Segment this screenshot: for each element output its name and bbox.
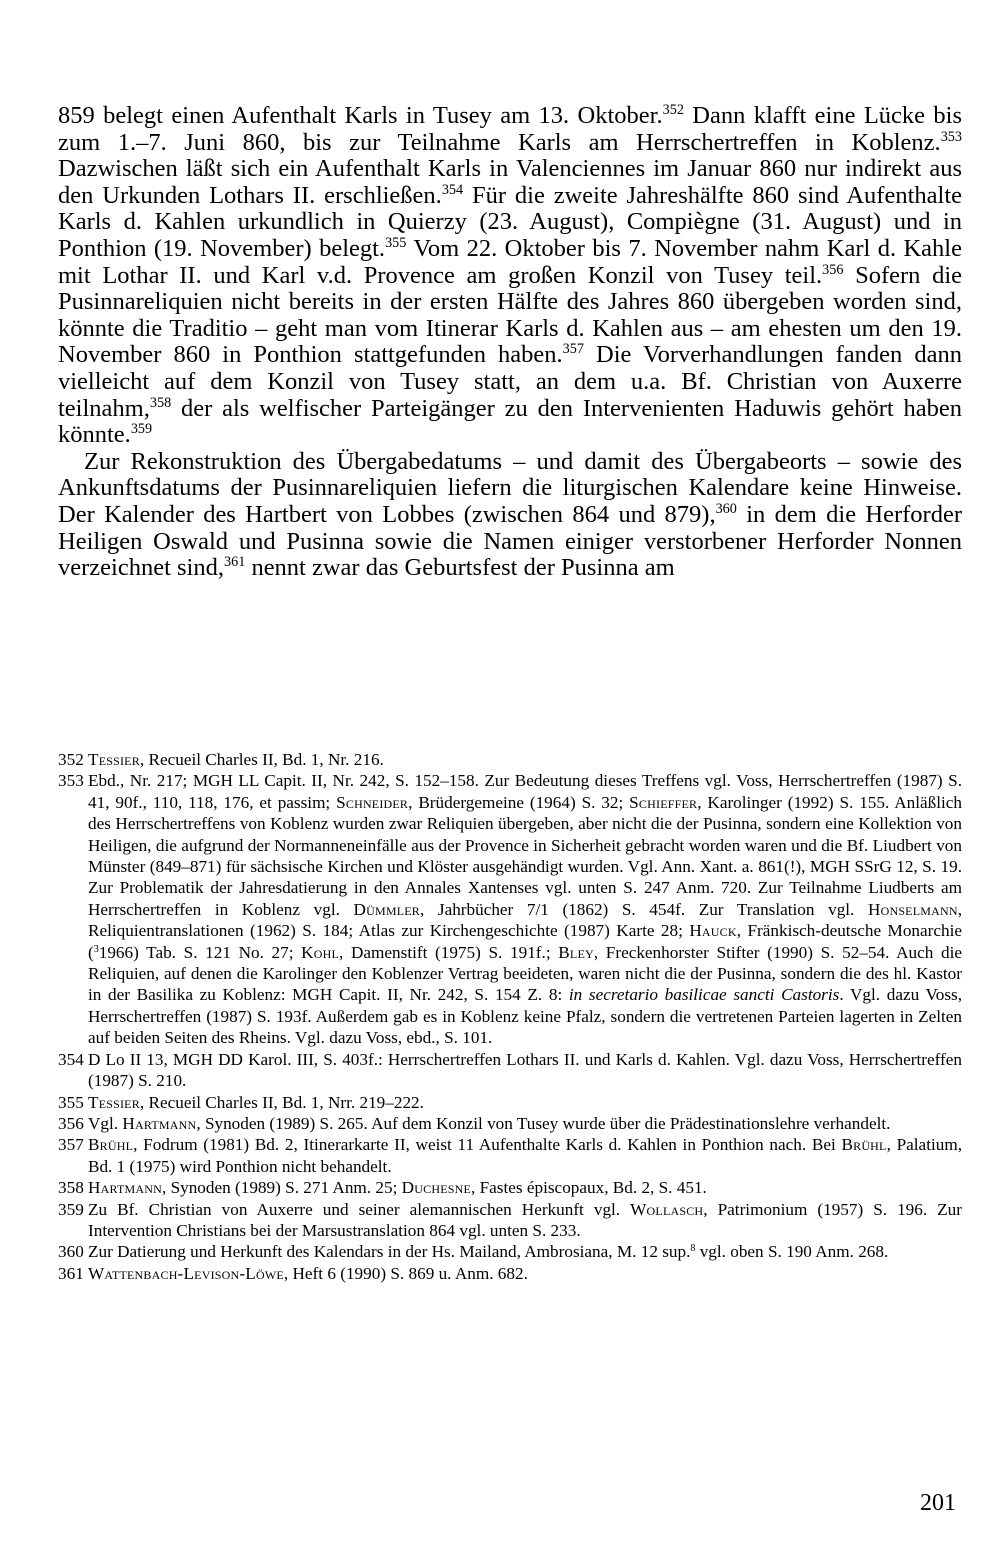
text-run: , Damenstift (1975) S. 191f.;: [339, 942, 559, 962]
author-name: Dümmler: [353, 899, 420, 919]
text-run: Für die zweite Jahreshälfte 860 sind Aufenthalte Karls d. Kahlen urkundlich in Quierzy (23. August), Compiègne (31. August) und in Ponthion (19. November) belegt.: [58, 181, 963, 262]
footnote-marker: 8: [690, 1243, 696, 1255]
footnote-text: [88, 1263, 962, 1284]
body-paragraph: [58, 449, 962, 582]
author-name: Honselmann: [867, 899, 958, 919]
author-name: Duchesne: [401, 1178, 472, 1198]
footnotes: [58, 749, 962, 1284]
footnote-marker: 358: [149, 394, 172, 411]
footnote-text: [88, 1113, 962, 1134]
page-number: 201: [920, 1490, 956, 1516]
footnote-number: 354: [58, 1049, 84, 1069]
footnote-marker: 360: [715, 501, 737, 518]
text-run: , Recueil Charles II, Bd. 1, Nr. 216.: [139, 750, 384, 769]
footnote: [58, 749, 962, 770]
footnote: [58, 1241, 962, 1262]
footnote-number: 359: [58, 1199, 84, 1219]
text-run: Dann klafft eine Lücke bis zum 1.–7. Juni 860, bis zur Teilnahme Karls am Herrschertreffen in Koblenz.: [58, 102, 962, 156]
footnote: [58, 770, 962, 1048]
footnote-marker: 359: [130, 421, 153, 438]
text-run: Vom 22. Oktober bis 7. November nahm Karl d. Kahle mit Lothar II. und Karl v.d. Provence am großen Konzil von Tusey teil.: [58, 234, 962, 289]
footnote: [58, 1263, 962, 1284]
text-run: , Patrimonium (1957) S. 196. Zur Intervention Christians bei der Marsustranslation 864 vgl. unten S. 233.: [88, 1199, 962, 1240]
text-run: nennt zwar das Geburtsfest der Pusinna am: [245, 554, 675, 582]
author-name: Tessier: [88, 750, 140, 769]
text-run: 1966) Tab. S. 121 No. 27;: [98, 942, 302, 962]
text-run: , Fodrum (1981) Bd. 2, Itinerarkarte II, weist 11 Aufenthalte Karls d. Kahlen in Ponthion nach. Bei: [133, 1135, 842, 1155]
author-name: Hartmann: [88, 1178, 162, 1198]
author-name: Wattenbach-Levison-Löwe: [88, 1263, 284, 1283]
footnote: [58, 1199, 962, 1242]
footnote-marker: 3: [93, 943, 99, 955]
text-run: , Karolinger (1992) S. 155. Anläßlich des Herrschertreffens von Koblenz wurden zwar Reliquien übergeben, aber nicht die der Pusinna, sondern eine Kollektion von Heiligen, die aufgrund der Normanneneinfälle aus der Provence in Sicherheit gebracht worden waren und die Bf. Liudbert von Münster (849–871) für sächsische Kirchen und Klöster ausgehändigt wurden. Vgl. Ann. Xant. a. 861(!), MGH SSrG 12, S. 19. Zur Problematik der Jahresdatierung in den Annales Xantenses vgl. unten S. 247 Anm. 720. Zur Teilnahme Liudberts am Herrschertreffen in Koblenz vgl.: [88, 792, 962, 919]
text-run: , Brüdergemeine (1964) S. 32;: [408, 792, 630, 812]
text-run: 859 belegt einen Aufenthalt Karls in Tusey am 13. Oktober.: [58, 102, 663, 129]
author-name: Schieffer: [629, 792, 698, 812]
footnote-number: 352: [58, 750, 84, 769]
footnote: [58, 1049, 962, 1092]
italic-quote: in secretario basilicae sancti Castoris: [568, 985, 840, 1005]
footnote-text: [88, 749, 962, 770]
text-run: Vgl.: [88, 1113, 123, 1133]
text-run: , Fränkisch-deutsche Monarchie (: [88, 921, 962, 962]
text-run: , Recueil Charles II, Bd. 1, Nrr. 219–222.: [139, 1092, 424, 1112]
author-name: Bley: [558, 942, 594, 962]
footnote-number: 355: [58, 1092, 84, 1112]
footnote: [58, 1134, 962, 1177]
footnote-number: 357: [58, 1135, 84, 1155]
footnote-marker: 356: [822, 261, 844, 278]
footnote-text: [88, 1241, 962, 1262]
text-run: , Freckenhorster Stifter (1990) S. 52–54. Auch die Reliquien, auf denen die Karolinger den Koblenzer Vertrag beeideten, waren nicht die der Pusinna, sondern die des hl. Kastor in der Basilika zu Koblenz: MGH Capit. II, Nr. 242, S. 154 Z. 8:: [88, 942, 962, 1005]
text-run: Ebd., Nr. 217; MGH LL Capit. II, Nr. 242, S. 152–158. Zur Bedeutung dieses Treffens vgl. Voss, Herrschertreffen (1987) S. 41, 90f., 110, 118, 176, et passim;: [88, 771, 962, 812]
text-run: , Synoden (1989) S. 271 Anm. 25;: [161, 1178, 402, 1198]
footnote-text: [88, 1092, 962, 1113]
footnote-number: 353: [58, 771, 84, 791]
footnote-text: [88, 1049, 962, 1092]
text-run: Die Vorverhandlungen fanden dann vielleicht auf dem Konzil von Tusey statt, an dem u.a. Bf. Christian von Auxerre teilnahm,: [58, 341, 962, 422]
footnote-marker: 355: [385, 235, 407, 252]
text-run: Zu Bf. Christian von Auxerre und seiner alemannischen Herkunft vgl.: [88, 1199, 631, 1219]
text-run: in dem die Herforder Heiligen Oswald und Pusinna sowie die Namen einiger verstorbener Herforder Nonnen verzeichnet sind,: [58, 500, 962, 582]
footnote: [58, 1113, 962, 1134]
text-run: , Synoden (1989) S. 265. Auf dem Konzil von Tusey wurde über die Prädestinationslehre verhandelt.: [196, 1113, 891, 1133]
author-name: Brühl: [841, 1135, 887, 1155]
footnote-marker: 352: [662, 102, 684, 119]
author-name: Wollasch: [630, 1199, 704, 1219]
author-name: Hauck: [689, 921, 737, 941]
author-name: Schneider: [336, 792, 409, 812]
text-run: , Palatium, Bd. 1 (1975) wird Ponthion nicht behandelt.: [88, 1135, 962, 1176]
main-text: [58, 103, 962, 582]
footnote-number: 361: [58, 1263, 84, 1283]
text-run: vgl. oben S. 190 Anm. 268.: [695, 1242, 889, 1262]
author-name: Hartmann: [122, 1113, 197, 1133]
footnote-text: [88, 1199, 962, 1242]
footnote: [58, 1177, 962, 1198]
footnote-text: [88, 1134, 962, 1177]
text-run: der als welfischer Parteigänger zu den Intervenienten Haduwis gehört haben könnte.: [58, 394, 962, 449]
text-run: Zur Datierung und Herkunft des Kalendars in der Hs. Mailand, Ambrosiana, M. 12 sup.: [88, 1242, 691, 1262]
footnote-number: 358: [58, 1178, 84, 1198]
text-run: D Lo II 13, MGH DD Karol. III, S. 403f.: Herrschertreffen Lothars II. und Karls d. Kahlen. Vgl. dazu Voss, Herrschertreffen (1987) S. 210.: [88, 1049, 962, 1091]
author-name: Brühl: [88, 1135, 134, 1155]
text-run: Dazwischen läßt sich ein Aufenthalt Karls in Valenciennes im Januar 860 nur indirekt aus den Urkunden Lothars II. erschließen.: [58, 155, 962, 209]
footnote-number: 360: [58, 1242, 84, 1262]
text-run: , Jahrbücher 7/1 (1862) S. 454f. Zur Translation vgl.: [419, 899, 868, 919]
text-run: . Vgl. dazu Voss, Herrschertreffen (1987) S. 193f. Außerdem gab es in Koblenz keine Pfalz, sondern die vertretenen Parteien lagerten in Zelten auf beiden Seiten des Rheins. Vgl. dazu Voss, ebd., S. 101.: [88, 985, 962, 1048]
footnote-marker: 357: [562, 341, 584, 358]
footnote-marker: 353: [940, 128, 962, 145]
text-run: Zur Rekonstruktion des Übergabedatums – und damit des Übergabeorts – sowie des Ankunftsdatums der Pusinnareliquien liefern die liturgischen Kalendare keine Hinweise. Der Kalender des Hartbert von Lobbes (zwischen 864 und 879),: [58, 447, 962, 528]
footnote-marker: 361: [224, 554, 246, 571]
text-run: , Heft 6 (1990) S. 869 u. Anm. 682.: [283, 1263, 528, 1283]
body-paragraph: [58, 103, 962, 449]
text-run: , Reliquientranslationen (1962) S. 184; Atlas zur Kirchengeschichte (1987) Karte 28;: [88, 899, 963, 941]
author-name: Kohl: [301, 942, 340, 962]
footnote-marker: 354: [441, 181, 464, 198]
author-name: Tessier: [88, 1092, 140, 1112]
footnote-number: 356: [58, 1113, 84, 1133]
text-run: , Fastes épiscopaux, Bd. 2, S. 451.: [471, 1178, 707, 1198]
footnote: [58, 1092, 962, 1113]
footnote-text: [88, 1177, 962, 1198]
text-run: Sofern die Pusinnareliquien nicht bereits in der ersten Hälfte des Jahres 860 übergeben worden sind, könnte die Traditio – geht man vom Itinerar Karls d. Kahlen aus – am ehesten um den 19. November 860 in Ponthion stattgefunden haben.: [58, 261, 963, 369]
footnote-text: [88, 770, 962, 1048]
